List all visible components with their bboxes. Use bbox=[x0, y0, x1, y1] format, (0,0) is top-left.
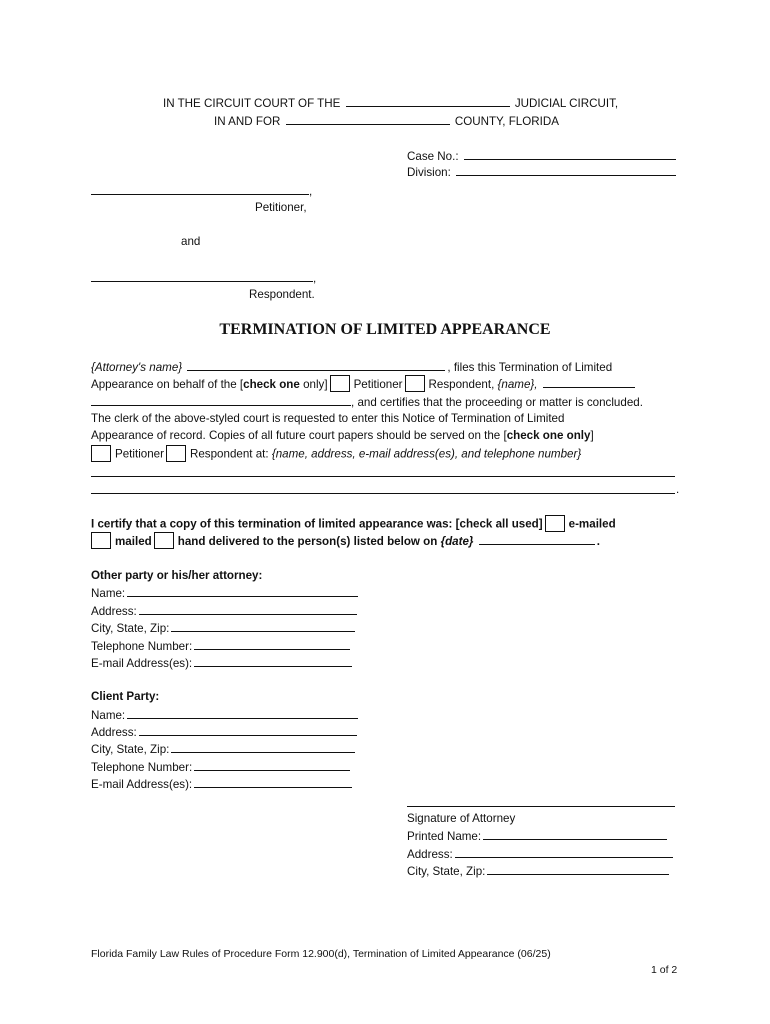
printed-name-blank[interactable] bbox=[483, 828, 667, 840]
body-line-4: The clerk of the above-styled court is requested to enter this Notice of Termination of Limited bbox=[91, 412, 565, 425]
other-party-address-row bbox=[91, 603, 359, 619]
certify-line-1 bbox=[91, 516, 616, 533]
other-name-label: Name: bbox=[91, 587, 126, 600]
respondent-label: Respondent. bbox=[249, 288, 315, 301]
court-line-1 bbox=[163, 95, 618, 111]
other-party-city-row bbox=[91, 620, 357, 636]
client-address-blank[interactable] bbox=[139, 724, 357, 736]
body-line-3 bbox=[91, 394, 643, 410]
serve-petitioner-label: Petitioner bbox=[115, 447, 164, 461]
date-label: {date} bbox=[440, 535, 474, 548]
division-label: Division: bbox=[407, 166, 451, 179]
emailed-checkbox[interactable] bbox=[545, 515, 565, 532]
case-no-row bbox=[407, 148, 678, 164]
other-telephone-label: Telephone Number: bbox=[91, 640, 193, 653]
files-text: , files this Termination of Limited bbox=[447, 361, 613, 374]
mailed-checkbox[interactable] bbox=[91, 532, 111, 549]
respondent-checkbox[interactable] bbox=[405, 375, 425, 392]
attorney-address-blank[interactable] bbox=[455, 846, 673, 858]
serve-respondent-label: Respondent at: bbox=[189, 447, 269, 461]
county-blank[interactable] bbox=[286, 113, 450, 125]
appearance-record-text: Appearance of record. Copies of all future court papers should be served on the [ bbox=[91, 429, 507, 442]
party-name-blank-1[interactable] bbox=[543, 376, 635, 388]
check-one-text: check one bbox=[243, 378, 300, 391]
client-party-address-row bbox=[91, 724, 359, 740]
client-name-label: Name: bbox=[91, 709, 126, 722]
client-party-name-row bbox=[91, 707, 360, 723]
date-blank[interactable] bbox=[479, 533, 595, 545]
other-city-label: City, State, Zip: bbox=[91, 622, 170, 635]
and-label: and bbox=[181, 235, 201, 248]
close-bracket: ] bbox=[590, 429, 594, 442]
attorney-name-blank[interactable] bbox=[187, 359, 445, 371]
serve-respondent-checkbox[interactable] bbox=[166, 445, 186, 462]
body-line-5 bbox=[91, 428, 594, 443]
client-name-blank[interactable] bbox=[127, 707, 358, 719]
contact-period: . bbox=[676, 483, 680, 496]
case-no-blank[interactable] bbox=[464, 148, 676, 160]
emailed-label: e-mailed bbox=[568, 517, 616, 531]
respondent-name-blank[interactable] bbox=[91, 270, 313, 282]
certify-line-2 bbox=[91, 533, 600, 550]
certify-text: I certify that a copy of this termination of limited appearance was: [check all used] bbox=[91, 517, 543, 531]
certifies-text: , and certifies that the proceeding or matter is concluded. bbox=[351, 396, 643, 409]
printed-name-row bbox=[407, 828, 669, 844]
other-address-blank[interactable] bbox=[139, 603, 357, 615]
petitioner-name-blank[interactable] bbox=[91, 183, 309, 195]
county-suffix: COUNTY, FLORIDA bbox=[454, 115, 559, 128]
signature-label: Signature of Attorney bbox=[407, 812, 516, 825]
body-line-6 bbox=[91, 446, 581, 463]
signature-line[interactable] bbox=[407, 806, 675, 807]
judicial-circuit-blank[interactable] bbox=[346, 95, 510, 107]
petitioner-option-label: Petitioner bbox=[353, 378, 403, 391]
client-address-label: Address: bbox=[91, 726, 137, 739]
client-party-telephone-row bbox=[91, 759, 352, 775]
other-party-name-row bbox=[91, 585, 360, 601]
form-footer-text: Florida Family Law Rules of Procedure Form 12.900(d), Termination of Limited Appearance (06/25) bbox=[91, 948, 551, 960]
petitioner-name-row bbox=[91, 183, 312, 199]
attorney-city-row bbox=[407, 863, 671, 879]
party-name-blank-2[interactable] bbox=[91, 394, 351, 406]
body-line-2 bbox=[91, 376, 637, 393]
contact-info-line-1[interactable] bbox=[91, 476, 675, 477]
body-line-1 bbox=[91, 359, 612, 375]
other-email-label: E-mail Address(es): bbox=[91, 657, 193, 670]
comma: , bbox=[309, 185, 313, 198]
client-party-city-row bbox=[91, 741, 357, 757]
document-title: TERMINATION OF LIMITED APPEARANCE bbox=[219, 321, 551, 338]
check-one-only-text: check one only bbox=[506, 429, 591, 442]
client-city-label: City, State, Zip: bbox=[91, 743, 170, 756]
other-party-heading: Other party or his/her attorney: bbox=[91, 569, 263, 582]
contact-info-line-2[interactable] bbox=[91, 493, 675, 494]
printed-name-label: Printed Name: bbox=[407, 830, 482, 843]
other-email-blank[interactable] bbox=[194, 655, 352, 667]
attorney-city-label: City, State, Zip: bbox=[407, 865, 486, 878]
petitioner-checkbox[interactable] bbox=[330, 375, 350, 392]
client-email-label: E-mail Address(es): bbox=[91, 778, 193, 791]
only-close-text: only] bbox=[299, 378, 328, 391]
county-prefix: IN AND FOR bbox=[214, 115, 281, 128]
attorney-address-row bbox=[407, 846, 675, 862]
certify-period: . bbox=[596, 535, 600, 548]
other-telephone-blank[interactable] bbox=[194, 638, 350, 650]
other-party-telephone-row bbox=[91, 638, 352, 654]
client-city-blank[interactable] bbox=[171, 741, 355, 753]
mailed-label: mailed bbox=[115, 535, 152, 548]
court-line-2 bbox=[214, 113, 559, 129]
serve-petitioner-checkbox[interactable] bbox=[91, 445, 111, 462]
client-telephone-blank[interactable] bbox=[194, 759, 350, 771]
hand-delivered-checkbox[interactable] bbox=[154, 532, 174, 549]
attorney-city-blank[interactable] bbox=[487, 863, 669, 875]
other-address-label: Address: bbox=[91, 605, 137, 618]
other-party-email-row bbox=[91, 655, 354, 671]
page-number: 1 of 2 bbox=[651, 964, 678, 976]
respondent-name-row bbox=[91, 270, 316, 286]
appearance-behalf-text: Appearance on behalf of the [ bbox=[91, 378, 244, 391]
contact-info-label: {name, address, e-mail address(es), and telephone number} bbox=[271, 447, 582, 461]
division-row bbox=[407, 164, 678, 180]
other-name-blank[interactable] bbox=[127, 585, 358, 597]
client-party-email-row bbox=[91, 776, 354, 792]
name-italic-label: {name}, bbox=[497, 378, 538, 391]
hand-delivered-label: hand delivered to the person(s) listed below on bbox=[177, 535, 438, 548]
case-no-label: Case No.: bbox=[407, 150, 459, 163]
petitioner-label: Petitioner, bbox=[255, 201, 307, 214]
division-blank[interactable] bbox=[456, 164, 676, 176]
client-party-heading: Client Party: bbox=[91, 690, 160, 703]
attorney-address-label: Address: bbox=[407, 848, 453, 861]
respondent-option-label: Respondent, bbox=[428, 378, 495, 391]
court-suffix: JUDICIAL CIRCUIT, bbox=[514, 97, 619, 110]
comma: , bbox=[313, 272, 317, 285]
other-city-blank[interactable] bbox=[171, 620, 355, 632]
court-prefix: IN THE CIRCUIT COURT OF THE bbox=[163, 97, 341, 110]
client-email-blank[interactable] bbox=[194, 776, 352, 788]
client-telephone-label: Telephone Number: bbox=[91, 761, 193, 774]
attorney-name-label: {Attorney's name} bbox=[91, 361, 183, 374]
